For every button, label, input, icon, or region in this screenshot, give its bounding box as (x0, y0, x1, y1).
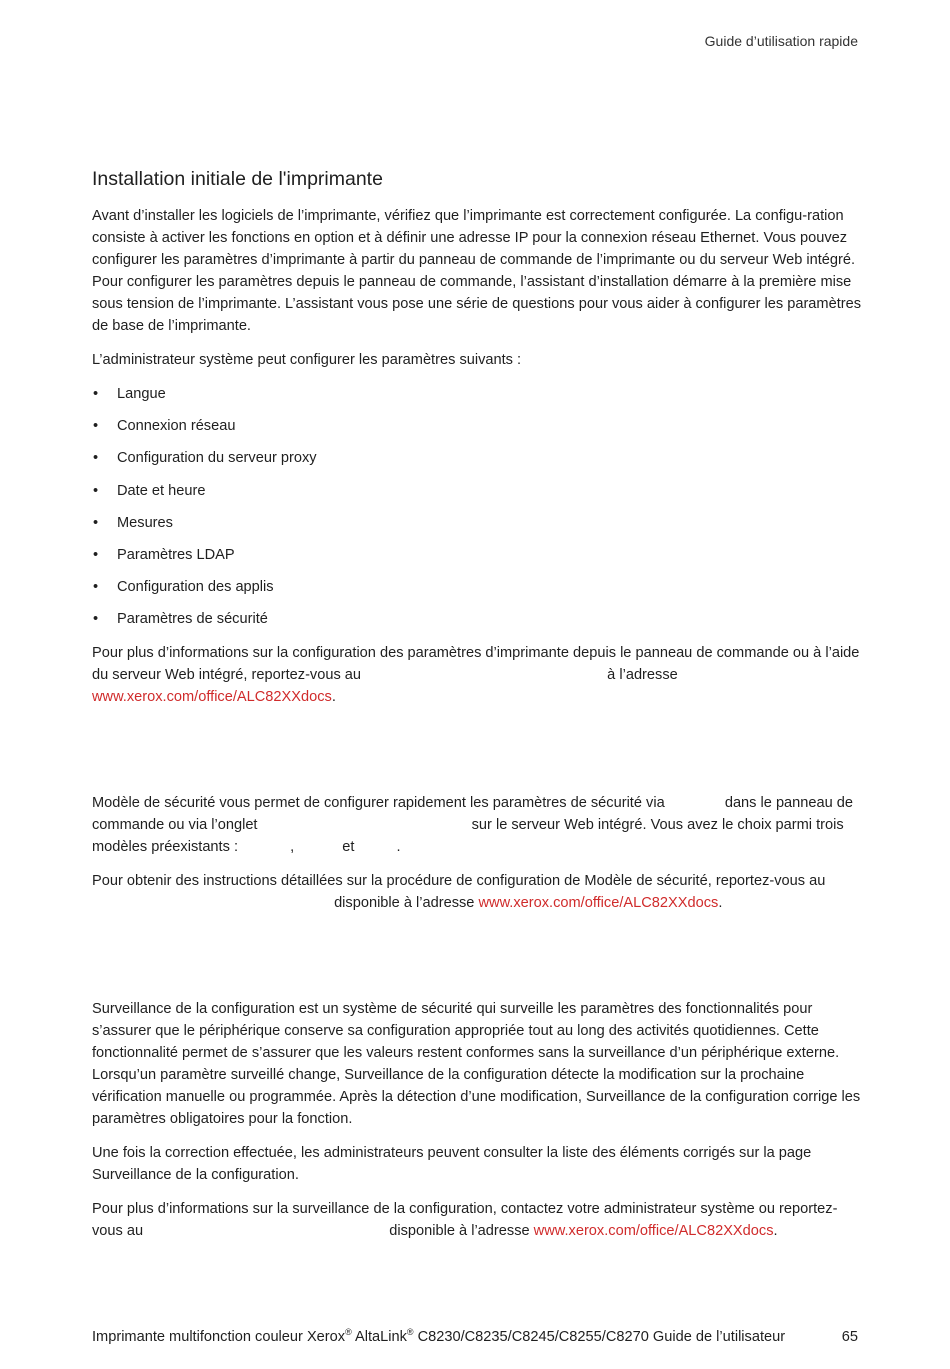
security-template-info: Pour obtenir des instructions détaillées sur la procédure de configuration de Modèle de sécurité, reportez-vous au disponible à l’adresse www.xerox.com/office/ALC82XXdocs. (92, 873, 826, 912)
intro-paragraph: Avant d’installer les logiciels de l’imprimante, vérifiez que l’imprimante est correctement configurée. La configu-ration consiste à activer les fonctions en option et à définir une adresse IP pour la connexion réseau Ethernet. Vous pouvez configurer les paramètres d’imprimante à partir du panneau de commande de l’imprimante ou du serveur Web intégré. Pour configurer les paramètres depuis le panneau de commande, l’assistant d’installation démarre à la première mise sous tension de l’imprimante. L’assistant vous pose une série de questions pour vous aider à configurer les paramètres de base de l’imprimante. (92, 208, 862, 334)
list-item: • Paramètres LDAP (92, 544, 862, 566)
docs-link[interactable]: www.xerox.com/office/ALC82XXdocs (533, 1223, 774, 1240)
page-number: 65 (841, 1329, 858, 1345)
admin-settings-intro: L’administrateur système peut configurer les paramètres suivants : (92, 352, 522, 368)
list-item: • Paramètres de sécurité (92, 608, 862, 630)
list-item: • Langue (92, 383, 862, 405)
list-item: • Configuration du serveur proxy (92, 447, 862, 469)
running-header: Guide d’utilisation rapide (704, 33, 858, 49)
config-watchdog-paragraph: Surveillance de la configuration est un système de sécurité qui surveille les paramètres des fonctionnalités pour s’assurer que le périphérique conserve sa configuration appropriée tout au long des activités quotidiennes. Cette fonctionnalité permet de s’assurer que les valeurs restent conformes sans la surveillance d’un périphérique externe. Lorsqu’un paramètre surveillé change, Surveillance de la configuration détecte la modification sur la prochaine vérification manuelle ou programmée. Après la détection d’une modification, Surveillance de la configuration corrige les paramètres obligatoires pour la fonction. (92, 1001, 861, 1128)
page-content (92, 166, 862, 1254)
list-item: • Connexion réseau (92, 415, 862, 437)
config-watchdog-info: Pour plus d’informations sur la surveillance de la configuration, contactez votre administrateur système ou reportez-vous au disponible à l’adresse www.xerox.com/office/ALC82XXdocs. (92, 1201, 838, 1240)
page-footer (92, 1326, 862, 1348)
docs-link[interactable]: www.xerox.com/office/ALC82XXdocs (478, 895, 719, 912)
list-item: • Date et heure (92, 480, 862, 502)
list-item: • Configuration des applis (92, 576, 862, 598)
security-template-paragraph: Modèle de sécurité vous permet de configurer rapidement les paramètres de sécurité via dans le panneau de commande ou via l’onglet sur le serveur Web intégré. Vous avez le choix parmi trois modèles préexistants : , et . (92, 795, 854, 856)
list-item: • Mesures (92, 512, 862, 534)
config-watchdog-correction: Une fois la correction effectuée, les administrateurs peuvent consulter la liste des éléments corrigés sur la page Surveillance de la configuration. (92, 1145, 812, 1184)
settings-list (92, 383, 862, 630)
docs-link[interactable]: www.xerox.com/office/ALC82XXdocs (92, 689, 332, 706)
section-title: Installation initiale de l'imprimante (92, 168, 383, 190)
footer-title: Imprimante multifonction couleur Xerox® AltaLink® C8230/C8235/C8245/C8255/C8270 Guide de l’utilisateur (92, 1327, 786, 1345)
more-info-paragraph: Pour plus d’informations sur la configuration des paramètres d’imprimante depuis le panneau de commande ou à l’aide du serveur Web intégré, reportez-vous au à l’adresse www.xerox.com/office/ALC82XXdocs. (92, 645, 860, 706)
